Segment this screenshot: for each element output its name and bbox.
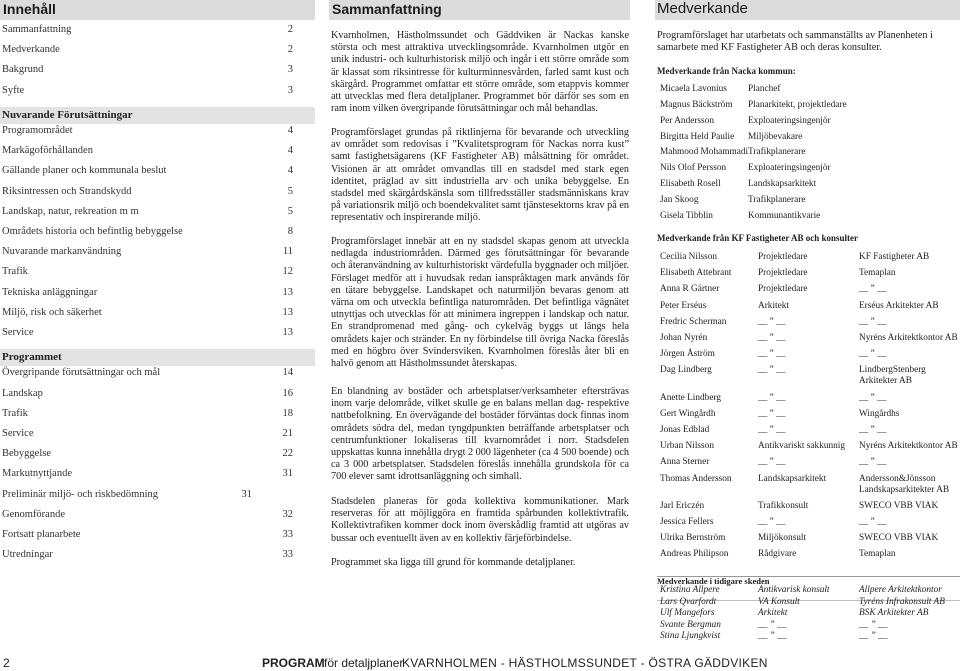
toc-entry-title: Trafik bbox=[2, 266, 28, 278]
nacka-heading: Medverkande från Nacka kommun: bbox=[657, 66, 796, 76]
participant-name: Elisabeth Attebrant bbox=[660, 268, 732, 279]
participant-role: Trafikplanerare bbox=[748, 194, 806, 205]
participant-name: Mahmood Mohammadi bbox=[660, 147, 749, 158]
page-footer bbox=[0, 655, 960, 671]
toc-entry-title: Tekniska anläggningar bbox=[2, 286, 98, 298]
participant-role: __ ” __ bbox=[758, 619, 787, 630]
toc-entry[interactable] bbox=[0, 85, 300, 101]
toc-entry-page: 2 bbox=[287, 24, 293, 35]
toc-entry-page: 31 bbox=[241, 488, 252, 500]
toc-entry-title: Fortsatt planarbete bbox=[2, 529, 81, 540]
participant-name: Gisela Tibblin bbox=[660, 210, 713, 221]
toc-entry-title: Syfte bbox=[2, 84, 25, 96]
toc-entry[interactable] bbox=[0, 489, 300, 505]
toc-entry-page: 13 bbox=[282, 306, 293, 318]
participant-name: Johan Nyrén bbox=[660, 333, 708, 343]
toc-entry-title: Genomförande bbox=[2, 508, 65, 520]
participant-organisation: Wingårdhs bbox=[859, 408, 900, 419]
participant-organisation: __ ” __ bbox=[859, 284, 887, 295]
participant-role: Antikvariskt sakkunnig bbox=[758, 441, 846, 452]
participant-name: Cecilia Nilsson bbox=[660, 252, 718, 262]
toc-entry-page: 11 bbox=[282, 246, 293, 258]
toc-entry-title: Markutnyttjande bbox=[2, 468, 72, 480]
participant-organisation: Erséus Arkitekter AB bbox=[859, 300, 939, 311]
participant-name: Svante Bergman bbox=[660, 619, 721, 630]
participant-organisation: SWECO VBB VIAK bbox=[859, 533, 939, 544]
summary-paragraph: Kvarnholmen, Hästholmssundet och Gäddviken är Nackas kanske största och mest attraktiva utvecklingsområde. Kvarnholmen utgör en unik industri- och kulturhistorisk miljö och ingår i ett större område som är klassat som riksintresse för kulturminnesvården, farled samt kust och skärgård. Programmet omfattar ett större område, som etappvis kommer att utvecklas med flera detaljplaner. Programmet bör därför ses som en ram inom vilken övergripande förutsättningar och mål behandlas. bbox=[331, 30, 629, 115]
toc-entry-title: Områdets historia och befintlig bebyggelse bbox=[2, 226, 183, 237]
toc-entry[interactable] bbox=[0, 327, 300, 343]
participant-organisation: LindbergStenberg bbox=[859, 365, 926, 376]
toc-entry[interactable] bbox=[0, 388, 300, 404]
toc-entry[interactable] bbox=[0, 246, 300, 262]
footer-label: PROGRAM bbox=[262, 656, 325, 670]
participant-name: Thomas Andersson bbox=[660, 473, 732, 484]
participant-name: Anette Lindberg bbox=[660, 392, 722, 403]
toc-entry-page: 8 bbox=[287, 226, 293, 237]
earlier-heading: Medverkande i tidigare skeden bbox=[657, 576, 770, 586]
participant-name: Nils Olof Persson bbox=[660, 163, 727, 174]
participant-name: Kristina Allpere bbox=[660, 585, 720, 595]
participant-name: Ulf Mangefors bbox=[660, 608, 715, 618]
summary-paragraph: En blandning av bostäder och arbetsplatser/verksamheter eftersträvas inom varje delområde, vilket skulle ge en balans mellan dag- respektive nattbefolkning. En övervägande del bostäder förväntas dock finnas inom områdets södra del, medan tyngdpunkten beträffande arbetsplatser och centrumfunktioner lokaliseras till kvarnområdet i norr. Stadsdelen uppskattas kunna innehålla drygt 2 000 lägenheter (ca 4 500 boende) och ca 3 000 arbetsplatser. Stadsdelen föreslås innehålla grundskola för ca 700 elever samt idrottsanläggning och simhall. bbox=[331, 386, 629, 483]
participant-name: Fredric Scherman bbox=[660, 316, 727, 327]
toc-entry-title: Gällande planer och kommunala beslut bbox=[2, 165, 167, 177]
participant-organisation-line2: Arkitekter AB bbox=[859, 376, 912, 387]
participant-organisation: __ ” __ bbox=[859, 425, 887, 435]
toc-entry[interactable] bbox=[0, 165, 300, 181]
participant-name: Jessica Fellers bbox=[660, 517, 714, 527]
toc-entry[interactable] bbox=[0, 367, 300, 383]
toc-entry[interactable] bbox=[0, 287, 300, 303]
toc-entry-page: 13 bbox=[282, 286, 293, 298]
participant-role: __ ” __ bbox=[758, 392, 786, 403]
participants-intro: Programförslaget har utarbetats och sammanställts av Planenheten i samarbete med KF Fastigheter AB och deras konsulter. bbox=[657, 30, 933, 54]
participant-name: Anna Sterner bbox=[660, 457, 710, 468]
toc-entry[interactable] bbox=[0, 509, 300, 525]
footer-subtitle: för detaljplaner bbox=[324, 656, 404, 670]
participant-role: __ ” __ bbox=[758, 316, 786, 327]
toc-entry[interactable] bbox=[0, 44, 300, 60]
toc-entry[interactable] bbox=[0, 226, 300, 242]
participant-name: Elisabeth Rosell bbox=[660, 179, 721, 190]
toc-entry-title: Service bbox=[2, 428, 34, 439]
toc-entry[interactable] bbox=[0, 529, 300, 545]
page-number: 2 bbox=[3, 656, 10, 670]
participant-name: Dag Lindberg bbox=[660, 365, 712, 376]
toc-entry-title: Sammanfattning bbox=[2, 24, 72, 35]
toc-entry-page: 4 bbox=[287, 165, 293, 177]
participant-organisation: __ ” __ bbox=[859, 349, 887, 360]
participants-header-title: Medverkande bbox=[657, 0, 748, 17]
toc-section-heading bbox=[0, 107, 315, 124]
participant-name: Magnus Bäckström bbox=[660, 99, 733, 110]
participant-organisation-line2: Landskapsarkitekter AB bbox=[859, 484, 950, 495]
toc-entry[interactable] bbox=[0, 428, 300, 444]
participant-organisation: KF Fastigheter AB bbox=[859, 252, 930, 262]
toc-entry-page: 3 bbox=[287, 84, 293, 96]
participant-role: Rådgivare bbox=[758, 549, 797, 560]
summary-paragraph: Stadsdelen planeras för goda kollektiva kommunikationer. Mark reserveras för att möjliggöra en framtida spårbunden kollektivtrafik. Kollektivtrafiken kommer dock inom överskådlig framtid att utgöras av bussar och eventuellt även av en kollektiv färjeförbindelse. bbox=[331, 496, 629, 544]
participant-name: Birgitta Held Paulie bbox=[660, 131, 735, 142]
toc-entry-title: Medverkande bbox=[2, 44, 60, 56]
participant-organisation: __ ” __ bbox=[859, 392, 887, 403]
toc-entry-page: 18 bbox=[282, 407, 293, 419]
summary-header-title: Sammanfattning bbox=[332, 1, 442, 17]
participant-name: Andreas Philipson bbox=[660, 549, 729, 560]
footer-place: KVARNHOLMEN - HÄSTHOLMSSUNDET - ÖSTRA GÄDDVIKEN bbox=[402, 656, 768, 670]
toc-entry-page: 12 bbox=[282, 266, 293, 278]
participant-role: Planchef bbox=[748, 84, 781, 94]
participant-role: Projektledare bbox=[758, 284, 808, 295]
toc-entry-page: 3 bbox=[287, 64, 293, 76]
toc-entry-page: 14 bbox=[282, 367, 293, 379]
toc-entry[interactable] bbox=[0, 408, 300, 424]
toc-entry-title: Utredningar bbox=[2, 549, 53, 561]
toc-entry-page: 4 bbox=[287, 145, 293, 157]
participant-role: Miljöbevakare bbox=[748, 131, 803, 142]
toc-entry-page: 4 bbox=[287, 125, 293, 136]
toc-entry-title: Miljö, risk och säkerhet bbox=[2, 306, 102, 318]
toc-entry[interactable] bbox=[0, 186, 300, 202]
toc-entry[interactable] bbox=[0, 448, 300, 464]
participant-organisation: Temaplan bbox=[859, 549, 896, 560]
participant-role: __ ” __ bbox=[758, 349, 786, 360]
summary-paragraph: Programförslaget grundas på riktlinjerna för bevarande och utveckling av området som redovisas i ”Kvalitetsprogram för Nackas norra kust” samt fastighetsägarens (KF Fastigheter AB) målsättning för området. Visionen är att området omvandlas till en stadsdel med stark egen identitet, präglad av sitt industriella arv och unika bebyggelse. En stadsdel med skärgårdskänsla som tillfredsställer stadsmänniskans krav på variationsrik miljö och boendekvalitet samt tjänstesektorns krav på en representativ och inspirerande miljö. bbox=[331, 127, 629, 224]
toc-section-title: Programmet bbox=[2, 351, 62, 364]
participant-name: Jörgen Åström bbox=[660, 349, 715, 360]
participant-role: Antikvarisk konsult bbox=[758, 585, 830, 595]
toc-entry-page: 33 bbox=[282, 549, 293, 561]
participant-role: Exploateringsingenjör bbox=[748, 115, 831, 126]
participant-organisation: SWECO VBB VIAK bbox=[859, 500, 939, 511]
toc-entry-title: Programområdet bbox=[2, 125, 73, 136]
participant-role: Projektledare bbox=[758, 268, 808, 279]
toc-entry-page: 31 bbox=[282, 468, 293, 480]
participant-role: Planarkitekt, projektledare bbox=[748, 99, 847, 110]
kf-heading: Medverkande från KF Fastigheter AB och konsulter bbox=[657, 233, 858, 243]
toc-entry-title: Service bbox=[2, 327, 34, 338]
toc-entry-page: 5 bbox=[287, 205, 293, 217]
summary-header bbox=[329, 0, 630, 20]
toc-header-title: Innehåll bbox=[3, 1, 56, 17]
toc-header bbox=[0, 0, 315, 20]
participant-name: Lars Qvarfordt bbox=[660, 596, 717, 607]
participant-role: __ ” __ bbox=[758, 631, 787, 641]
toc-entry[interactable] bbox=[0, 206, 300, 222]
toc-entry-title: Markägoförhållanden bbox=[2, 145, 93, 157]
participant-organisation: Allpere Arkitektkontor bbox=[859, 585, 942, 595]
toc-entry-page: 16 bbox=[282, 387, 293, 399]
participant-role: Kommunantikvarie bbox=[748, 210, 821, 221]
participant-role: __ ” __ bbox=[758, 425, 786, 435]
participant-role: __ ” __ bbox=[758, 517, 786, 527]
participant-role: Trafikkonsult bbox=[758, 500, 809, 511]
participant-name: Per Andersson bbox=[660, 115, 714, 126]
participant-name: Anna R Gärtner bbox=[660, 284, 720, 295]
participant-organisation: Andersson&Jönsson bbox=[859, 473, 936, 484]
participant-organisation: Tyréns Infrakonsult AB bbox=[859, 596, 945, 607]
participant-name: Ulrika Bernström bbox=[660, 533, 726, 544]
participant-role: __ ” __ bbox=[758, 457, 786, 468]
participant-name: Stina Ljungkvist bbox=[660, 631, 721, 641]
participant-role: Miljökonsult bbox=[758, 533, 807, 544]
participant-organisation: BSK Arkitekter AB bbox=[859, 608, 929, 618]
participant-role: __ ” __ bbox=[758, 333, 786, 343]
toc-entry[interactable] bbox=[0, 549, 300, 565]
toc-entry[interactable] bbox=[0, 125, 300, 141]
toc-entry-title: Bebyggelse bbox=[2, 448, 51, 460]
toc-entry-title: Bakgrund bbox=[2, 64, 44, 76]
participant-role: __ ” __ bbox=[758, 408, 786, 419]
participant-organisation: __ ” __ bbox=[859, 619, 888, 630]
participant-organisation: __ ” __ bbox=[859, 517, 887, 527]
participant-organisation: Temaplan bbox=[859, 268, 896, 279]
toc-entry[interactable] bbox=[0, 64, 300, 80]
participant-name: Micaela Lavonius bbox=[660, 84, 727, 94]
participant-role: Trafikplanerare bbox=[748, 147, 806, 158]
toc-section-title: Nuvarande Förutsättningar bbox=[2, 108, 133, 121]
participant-name: Peter Erséus bbox=[660, 300, 707, 311]
summary-paragraph: Programförslaget innebär att en ny stadsdel skapas genom att utveckla nedlagda industriområden. Därmed ges förutsättningar för bevarande och återanvändning av kulturhistoriskt värdefulla byggnader och miljöer. Förslaget medför att i huvudsak redan ianspråktagen mark används för en tätare bebyggelse. Landskapet och naturmiljön bevaras genom att värna om och utveckla befintliga naturområden. Det befintliga vägnätet utnyttjas och utvecklas för att minimera ingreppen i landskap och natur. En strandpromenad med gång- och cykelväg byggs ut längs hela områdets kajer och stränder. En ny förbindelse till övriga Nacka föreslås med en högbro över Svindersviken. Kvarnholmen föreslås åter bli en halvö genom att Hästholmssundet återskapas. bbox=[331, 236, 629, 370]
toc-entry-page: 13 bbox=[282, 327, 293, 338]
toc-entry-title: Preliminär miljö- och riskbedömning bbox=[2, 488, 159, 500]
participant-role: Landskapsarkitekt bbox=[758, 473, 827, 484]
toc-entry[interactable] bbox=[0, 266, 300, 282]
participant-organisation: Nyréns Arkitektkontor AB bbox=[859, 333, 958, 343]
participant-name: Jarl Ericzén bbox=[660, 500, 705, 511]
toc-entry-title: Landskap, natur, rekreation m m bbox=[2, 205, 139, 217]
participant-role: Arkitekt bbox=[758, 300, 789, 311]
toc-entry-title: Trafik bbox=[2, 407, 28, 419]
participant-organisation: __ ” __ bbox=[859, 631, 888, 641]
toc-entry-title: Nuvarande markanvändning bbox=[2, 246, 122, 258]
participant-role: VA Konsult bbox=[758, 596, 800, 607]
toc-entry-page: 32 bbox=[282, 508, 293, 520]
participant-organisation: __ ” __ bbox=[859, 316, 887, 327]
participant-role: Projektledare bbox=[758, 252, 808, 262]
toc-entry-page: 2 bbox=[287, 44, 293, 56]
toc-entry-title: Riksintressen och Strandskydd bbox=[2, 185, 132, 197]
toc-entry-title: Övergripande förutsättningar och mål bbox=[2, 367, 161, 379]
participant-organisation: Nyréns Arkitektkontor AB bbox=[859, 441, 958, 452]
participant-role: __ ” __ bbox=[758, 365, 786, 376]
participant-role: Exploateringsingenjör bbox=[748, 163, 831, 174]
toc-entry[interactable] bbox=[0, 24, 300, 40]
participant-role: Arkitekt bbox=[758, 608, 788, 618]
toc-entry[interactable] bbox=[0, 468, 300, 484]
participant-organisation: __ ” __ bbox=[859, 457, 887, 468]
summary-paragraph: Programmet ska ligga till grund för kommande detaljplaner. bbox=[331, 557, 576, 568]
participant-name: Urban Nilsson bbox=[660, 441, 714, 452]
participant-name: Jan Skoog bbox=[660, 194, 699, 205]
participant-name: Jonas Edblad bbox=[660, 425, 710, 435]
participant-role: Landskapsarkitekt bbox=[748, 179, 817, 190]
participant-name: Gert Wingårdh bbox=[660, 408, 716, 419]
toc-entry-page: 21 bbox=[282, 428, 293, 439]
toc-section-heading bbox=[0, 349, 315, 366]
toc-entry-page: 5 bbox=[287, 185, 293, 197]
toc-entry[interactable] bbox=[0, 307, 300, 323]
toc-entry-page: 22 bbox=[282, 448, 293, 460]
toc-entry-title: Landskap bbox=[2, 387, 43, 399]
toc-entry-page: 33 bbox=[282, 529, 293, 540]
participants-header bbox=[655, 0, 960, 20]
toc-entry[interactable] bbox=[0, 145, 300, 161]
